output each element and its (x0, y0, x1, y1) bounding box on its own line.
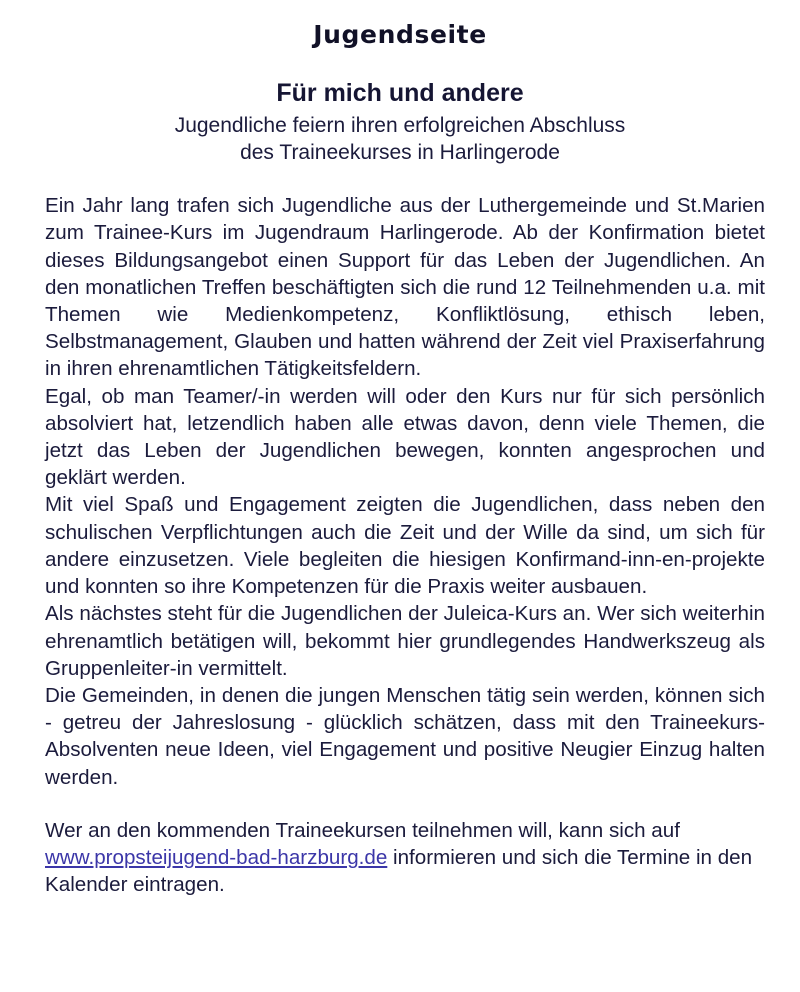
website-link[interactable]: www.propsteijugend-bad-harzburg.de (45, 845, 388, 869)
article-paragraph-5: Die Gemeinden, in denen die jungen Menschen tätig sein werden, können sich - getreu der Jahreslosung - glücklich schätzen, dass mit den Traineekurs-Absolventen neue Ideen, viel Engagement und positive Neugier Einzug halten werden. (45, 683, 765, 789)
article-subheadline-line-1: Jugendliche feiern ihren erfolgreichen Abschluss (174, 114, 626, 138)
article-body (45, 166, 765, 898)
article-paragraph-3: Mit viel Spaß und Engagement zeigten die Jugendlichen, dass neben den schulischen Verpflichtungen auch die Zeit und der Wille da sind, um sich für andere einzusetzen. Viele begleiten die hiesigen Konfirmand-inn-en-projekte und konnten so ihre Kompetenzen für die Praxis weiter ausbauen. (45, 493, 765, 599)
page-masthead-title: Jugendseite (313, 20, 487, 49)
article-subheadline (0, 112, 800, 166)
article-paragraph-6 (45, 817, 765, 899)
article-paragraph-2: Egal, ob man Teamer/-in werden will oder den Kurs nur für sich persönlich absolviert hat, letzendlich haben alle etwas davon, denn viele Themen, die jetzt das Leben der Jugendlichen bewegen, konnten angesprochen und geklärt werden. (45, 384, 765, 490)
paragraph-6-text-after-link: informieren und sich die Termine in den Kalender eintragen. (45, 845, 753, 897)
article-headline: Für mich und andere (276, 78, 524, 107)
article-paragraph-4: Als nächstes steht für die Jugendlichen der Juleica-Kurs an. Wer sich weiterhin ehrenamtlich betätigen will, bekommt hier grundlegendes Handwerkszeug als Gruppenleiter-in vermittelt. (45, 602, 765, 680)
paragraph-6-text-before-link: Wer an den kommenden Traineekursen teilnehmen will, kann sich auf (45, 818, 680, 842)
article-paragraph-1: Ein Jahr lang trafen sich Jugendliche aus der Luthergemeinde und St.Marien zum Trainee-Kurs im Jugendraum Harlingerode. Ab der Konfirmation bietet dieses Bildungsangebot einen Support für das Leben der Jugendlichen. An den monatlichen Treffen beschäftigten sich die rund 12 Teilnehmenden u.a. mit Themen wie Medienkompetenz, Konfliktlösung, ethisch leben, Selbstmanagement, Glauben und hatten während der Zeit viel Praxiserfahrung in ihren ehrenamtlichen Tätigkeitsfeldern. (45, 194, 765, 381)
article-subheadline-line-2: des Traineekurses in Harlingerode (240, 141, 560, 165)
